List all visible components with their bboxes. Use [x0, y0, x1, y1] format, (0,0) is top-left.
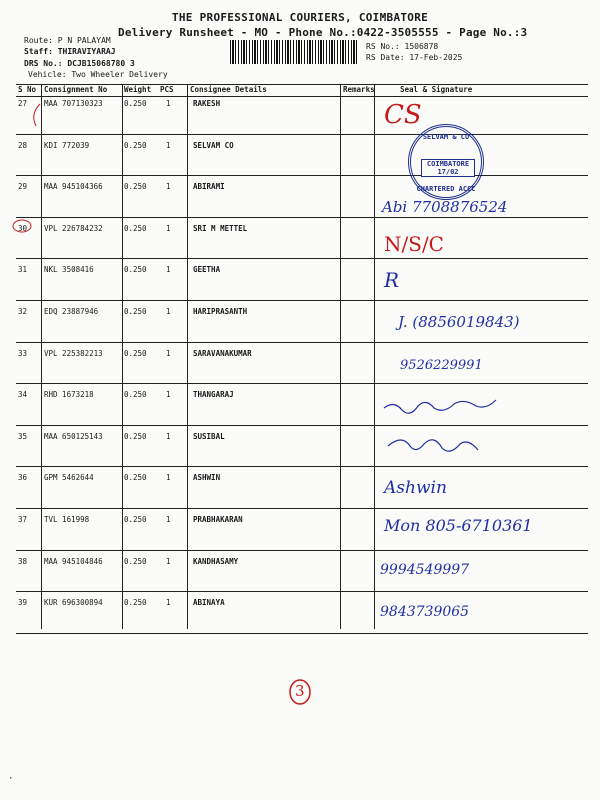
staff-label: Staff: THIRAVIYARAJ — [24, 47, 116, 56]
row-sno: 33 — [18, 348, 28, 358]
row-pcs: 1 — [166, 515, 171, 524]
row-sno: 37 — [18, 515, 28, 524]
signature-row-30: N/S/C — [384, 232, 444, 256]
signature-row-39: 9843739065 — [380, 604, 470, 620]
page-mark: 3 — [295, 682, 305, 700]
row-sno: 32 — [18, 307, 28, 316]
header-seal-signature: Seal & Signature — [400, 85, 473, 94]
row-weight: 0.250 — [124, 515, 147, 524]
header-pcs: PCS — [160, 85, 174, 94]
row-pcs: 1 — [166, 182, 171, 192]
signature-row-31: R — [384, 268, 400, 292]
row-consignment-no: KUR 696300894 — [44, 598, 103, 608]
row-pcs: 1 — [166, 140, 171, 150]
row-consignment-no: VPL 225382213 — [44, 348, 103, 358]
row-pcs: 1 — [166, 431, 171, 441]
row-weight: 0.250 — [124, 473, 147, 483]
row-pcs: 1 — [166, 598, 171, 608]
row-consignment-no: RHD 1673218 — [44, 390, 94, 400]
row-sno: 31 — [18, 265, 28, 275]
row-sno: 35 — [18, 431, 28, 441]
rs-number: RS No.: 1506878 — [366, 42, 439, 51]
route-label: Route: P N PALAYAM — [24, 36, 111, 45]
row-consignment-no: KDI 772039 — [44, 140, 90, 150]
row-consignee-name: SUSIBAL — [193, 431, 225, 441]
runsheet-subtitle: Delivery Runsheet - MO - Phone No.:0422-3505555 - Page No.:3 — [118, 26, 528, 39]
row-pcs: 1 — [166, 556, 171, 566]
row-weight: 0.250 — [124, 556, 147, 566]
row-sno: 38 — [18, 556, 28, 566]
row-weight: 0.250 — [124, 140, 147, 150]
signature-row-29: Abi 7708876524 — [382, 198, 508, 216]
row-consignment-no: VPL 226784232 — [44, 223, 103, 233]
row-consignee-name: ABINAYA — [193, 598, 225, 608]
row-sno: 39 — [18, 598, 28, 608]
row-consignee-name: KANDHASAMY — [193, 556, 239, 566]
row-pcs: 1 — [166, 265, 171, 275]
signature-row-37: Mon 805-6710361 — [384, 516, 533, 535]
signature-row-36: Ashwin — [384, 478, 447, 498]
row-pcs: 1 — [166, 307, 171, 316]
header-remarks: Remarks — [343, 85, 375, 94]
row-pcs: 1 — [166, 99, 171, 108]
row-weight: 0.250 — [124, 307, 147, 316]
row-pcs: 1 — [166, 348, 171, 358]
row-consignee-name: THANGARAJ — [193, 390, 234, 400]
row-weight: 0.250 — [124, 99, 147, 108]
row-sno: 28 — [18, 140, 28, 150]
row-sno: 29 — [18, 182, 28, 192]
row-weight: 0.250 — [124, 431, 147, 441]
header-consignment: Consignment No — [44, 85, 108, 94]
row-consignee-name: SARAVANAKUMAR — [193, 348, 252, 358]
row-weight: 0.250 — [124, 223, 147, 233]
row-pcs: 1 — [166, 473, 171, 483]
row-consignment-no: MAA 650125143 — [44, 431, 103, 441]
signature-row-32: J. (8856019843) — [398, 313, 520, 331]
row-consignee-name: PRABHAKARAN — [193, 515, 243, 524]
row-consignee-name: ASHWIN — [193, 473, 221, 483]
row-consignment-no: TVL 161998 — [44, 515, 90, 524]
row-weight: 0.250 — [124, 182, 147, 192]
row-weight: 0.250 — [124, 265, 147, 275]
row-weight: 0.250 — [124, 348, 147, 358]
row-consignment-no: MAA 707130323 — [44, 99, 103, 108]
row-pcs: 1 — [166, 223, 171, 233]
signature-row-27: CS — [384, 100, 422, 130]
row-sno: 34 — [18, 390, 28, 400]
row-consignee-name: GEETHA — [193, 265, 221, 275]
company-title: THE PROFESSIONAL COURIERS, COIMBATORE — [171, 11, 429, 24]
row-sno: 36 — [18, 473, 28, 483]
row-weight: 0.250 — [124, 390, 147, 400]
signature-row-33: 9526229991 — [400, 358, 483, 373]
row-consignment-no: MAA 945104846 — [44, 556, 103, 566]
row-consignment-no: EDQ 23887946 — [44, 307, 99, 316]
header-consignee: Consignee Details — [190, 85, 267, 94]
row-weight: 0.250 — [124, 598, 147, 608]
company-seal-stamp: SELVAM & CO COIMBATORE 17/02 CHARTERED ACCC — [408, 124, 484, 200]
row-consignee-name: RAKESH — [193, 99, 221, 108]
row-sno: 30 — [18, 223, 28, 233]
header-sno: S No — [18, 85, 37, 94]
row-sno: 27 — [18, 99, 28, 108]
row-pcs: 1 — [166, 390, 171, 400]
drs-number: DRS No.: DCJB15068780 3 — [24, 59, 135, 68]
row-consignment-no: NKL 3508416 — [44, 265, 94, 275]
row-consignment-no: GPM 5462644 — [44, 473, 94, 483]
row-consignee-name: HARIPRASANTH — [193, 307, 248, 316]
row-consignee-name: SRI M METTEL — [193, 223, 248, 233]
vehicle-label: Vehicle: Two Wheeler Delivery — [28, 70, 168, 79]
signature-row-38: 9994549997 — [380, 562, 470, 578]
row-consignment-no: MAA 945104366 — [44, 182, 103, 192]
scan-dot: · — [8, 774, 14, 784]
row-consignee-name: SELVAM CO — [193, 140, 234, 150]
row-consignee-name: ABIRAMI — [193, 182, 225, 192]
header-weight: Weight — [124, 85, 152, 94]
rs-date: RS Date: 17-Feb-2025 — [366, 53, 463, 62]
